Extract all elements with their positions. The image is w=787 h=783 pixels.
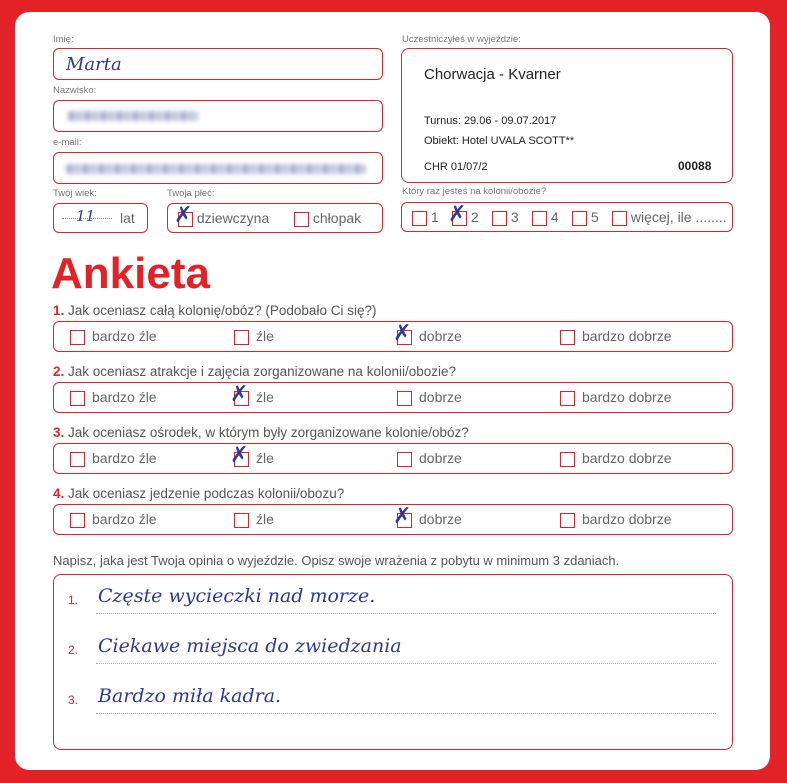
times-option-5[interactable] — [572, 209, 599, 226]
answer-checkbox[interactable] — [234, 330, 249, 345]
email-label: e-mail: — [53, 137, 82, 148]
name-value: Marta — [66, 54, 122, 75]
answer-checkbox[interactable] — [560, 330, 575, 345]
gender-male-checkbox[interactable] — [294, 212, 309, 227]
question-3 — [53, 425, 469, 440]
check-mark-icon: ✗ — [448, 201, 467, 227]
gender-male-option[interactable] — [294, 210, 361, 227]
answer-label: bardzo źle — [92, 450, 157, 466]
answer-option[interactable] — [397, 450, 462, 467]
times-label: Który raz jesteś na kolonii/obozie? — [402, 186, 547, 197]
question-text: Jak oceniasz atrakcje i zajęcia zorganizowane na kolonii/obozie? — [68, 364, 457, 379]
answer-label: dobrze — [419, 328, 462, 344]
answer-option[interactable] — [230, 381, 274, 407]
trip-number: 00088 — [678, 159, 712, 173]
age-value: 11 — [76, 207, 96, 225]
gender-male-label: chłopak — [312, 210, 362, 226]
answer-option[interactable] — [70, 450, 157, 467]
opinion-prompt: Napisz, jaka jest Twoja opinia o wyjeździe. Opisz swoje wrażenia z pobytu w minimum 3 zdaniach. — [53, 553, 620, 568]
times-option-1-label: 1 — [430, 209, 439, 225]
name-field[interactable] — [53, 48, 383, 80]
answer-checkbox[interactable] — [560, 452, 575, 467]
opinion-num-1: 1. — [68, 593, 79, 607]
answer-checkbox[interactable] — [70, 391, 85, 406]
surname-redacted — [68, 111, 198, 121]
answer-option[interactable] — [70, 328, 157, 345]
question-1 — [53, 303, 376, 318]
times-option-more-label: więcej, ile ........ — [630, 209, 727, 225]
trip-code: CHR 01/07/2 — [424, 161, 488, 173]
answer-option[interactable] — [70, 511, 157, 528]
times-checkbox-more[interactable] — [612, 211, 627, 226]
times-field — [401, 202, 733, 232]
opinion-text-1: Częste wycieczki nad morze. — [98, 585, 376, 607]
question-number: 1. — [53, 303, 65, 318]
answer-row-4 — [53, 504, 733, 535]
email-redacted — [66, 164, 366, 174]
opinion-line — [96, 613, 716, 614]
answer-checkbox[interactable] — [70, 513, 85, 528]
name-label: Imię: — [53, 34, 74, 45]
answer-checkbox[interactable] — [397, 391, 412, 406]
answer-checkbox[interactable] — [393, 503, 412, 529]
question-number: 4. — [53, 486, 65, 501]
question-2 — [53, 364, 456, 379]
times-option-1[interactable] — [412, 209, 439, 226]
times-option-4[interactable] — [532, 209, 559, 226]
gender-female-option[interactable] — [174, 202, 270, 228]
answer-option[interactable] — [393, 503, 462, 529]
times-checkbox-2[interactable] — [448, 201, 467, 227]
answer-label: źle — [256, 389, 274, 405]
question-text: Jak oceniasz ośrodek, w którym były zorganizowane kolonie/obóz? — [68, 425, 469, 440]
survey-form — [15, 12, 770, 770]
opinion-line — [96, 663, 716, 664]
trip-turnus: Turnus: 29.06 - 09.07.2017 — [424, 115, 557, 127]
answer-option[interactable] — [393, 320, 462, 346]
opinion-text-3: Bardzo miła kadra. — [98, 685, 282, 707]
opinion-num-2: 2. — [68, 643, 79, 657]
gender-female-label: dziewczyna — [196, 210, 270, 226]
answer-label: bardzo źle — [92, 328, 157, 344]
answer-label: bardzo dobrze — [582, 450, 672, 466]
answer-option[interactable] — [560, 328, 672, 345]
check-mark-icon: ✗ — [230, 381, 249, 407]
answer-option[interactable] — [560, 450, 672, 467]
answer-checkbox[interactable] — [70, 330, 85, 345]
opinion-text-2: Ciekawe miejsca do zwiedzania — [98, 635, 402, 657]
gender-field — [167, 203, 383, 233]
age-label: Twój wiek: — [53, 188, 97, 199]
answer-checkbox[interactable] — [393, 320, 412, 346]
answer-label: bardzo dobrze — [582, 328, 672, 344]
answer-option[interactable] — [70, 389, 157, 406]
answer-option[interactable] — [230, 442, 274, 468]
times-option-more[interactable] — [612, 209, 727, 226]
answer-option[interactable] — [397, 389, 462, 406]
opinion-line — [96, 713, 716, 714]
answer-checkbox[interactable] — [397, 452, 412, 467]
trip-box — [401, 48, 733, 183]
gender-female-checkbox[interactable] — [174, 202, 193, 228]
times-option-2-label: 2 — [470, 209, 479, 225]
surname-label: Nazwisko: — [53, 85, 97, 96]
times-option-3-label: 3 — [510, 209, 519, 225]
answer-label: dobrze — [419, 389, 462, 405]
question-4 — [53, 486, 344, 501]
answer-option[interactable] — [234, 511, 274, 528]
check-mark-icon: ✗ — [393, 320, 412, 346]
question-number: 2. — [53, 364, 65, 379]
question-text: Jak oceniasz całą kolonię/obóz? (Podobało Ci się?) — [68, 303, 377, 318]
answer-checkbox[interactable] — [70, 452, 85, 467]
times-checkbox-3[interactable] — [492, 211, 507, 226]
question-number: 3. — [53, 425, 65, 440]
times-checkbox-4[interactable] — [532, 211, 547, 226]
check-mark-icon: ✗ — [230, 442, 249, 468]
answer-label: źle — [256, 328, 274, 344]
answer-label: bardzo dobrze — [582, 511, 672, 527]
gender-label: Twoja płeć: — [167, 188, 215, 199]
age-suffix: lat — [120, 210, 135, 226]
answer-row-3 — [53, 443, 733, 474]
answer-checkbox[interactable] — [560, 513, 575, 528]
check-mark-icon: ✗ — [174, 202, 193, 228]
answer-label: bardzo źle — [92, 511, 157, 527]
email-field[interactable] — [53, 152, 383, 184]
times-option-4-label: 4 — [550, 209, 559, 225]
check-mark-icon: ✗ — [393, 503, 412, 529]
answer-checkbox[interactable] — [234, 513, 249, 528]
answer-checkbox[interactable] — [560, 391, 575, 406]
times-option-3[interactable] — [492, 209, 519, 226]
answer-label: źle — [256, 450, 274, 466]
opinion-box[interactable] — [53, 574, 733, 750]
answer-label: źle — [256, 511, 274, 527]
answer-option[interactable] — [560, 389, 672, 406]
participant-label: Uczestniczyłeś w wyjeździe: — [402, 34, 521, 45]
answer-option[interactable] — [560, 511, 672, 528]
trip-object: Obiekt: Hotel UVALA SCOTT** — [424, 135, 575, 147]
trip-destination: Chorwacja - Kvarner — [424, 66, 561, 83]
answer-label: dobrze — [419, 450, 462, 466]
times-option-2[interactable] — [448, 201, 479, 227]
opinion-num-3: 3. — [68, 693, 79, 707]
question-text: Jak oceniasz jedzenie podczas kolonii/obozu? — [68, 486, 345, 501]
surname-field[interactable] — [53, 100, 383, 132]
times-checkbox-1[interactable] — [412, 211, 427, 226]
answer-option[interactable] — [234, 328, 274, 345]
times-option-5-label: 5 — [590, 209, 599, 225]
age-field[interactable] — [53, 203, 148, 233]
times-checkbox-5[interactable] — [572, 211, 587, 226]
answer-row-1 — [53, 321, 733, 352]
page-title: Ankieta — [51, 249, 210, 298]
answer-label: bardzo źle — [92, 389, 157, 405]
answer-label: dobrze — [419, 511, 462, 527]
answer-label: bardzo dobrze — [582, 389, 672, 405]
answer-row-2 — [53, 382, 733, 413]
answer-checkbox[interactable] — [230, 381, 249, 407]
answer-checkbox[interactable] — [230, 442, 249, 468]
